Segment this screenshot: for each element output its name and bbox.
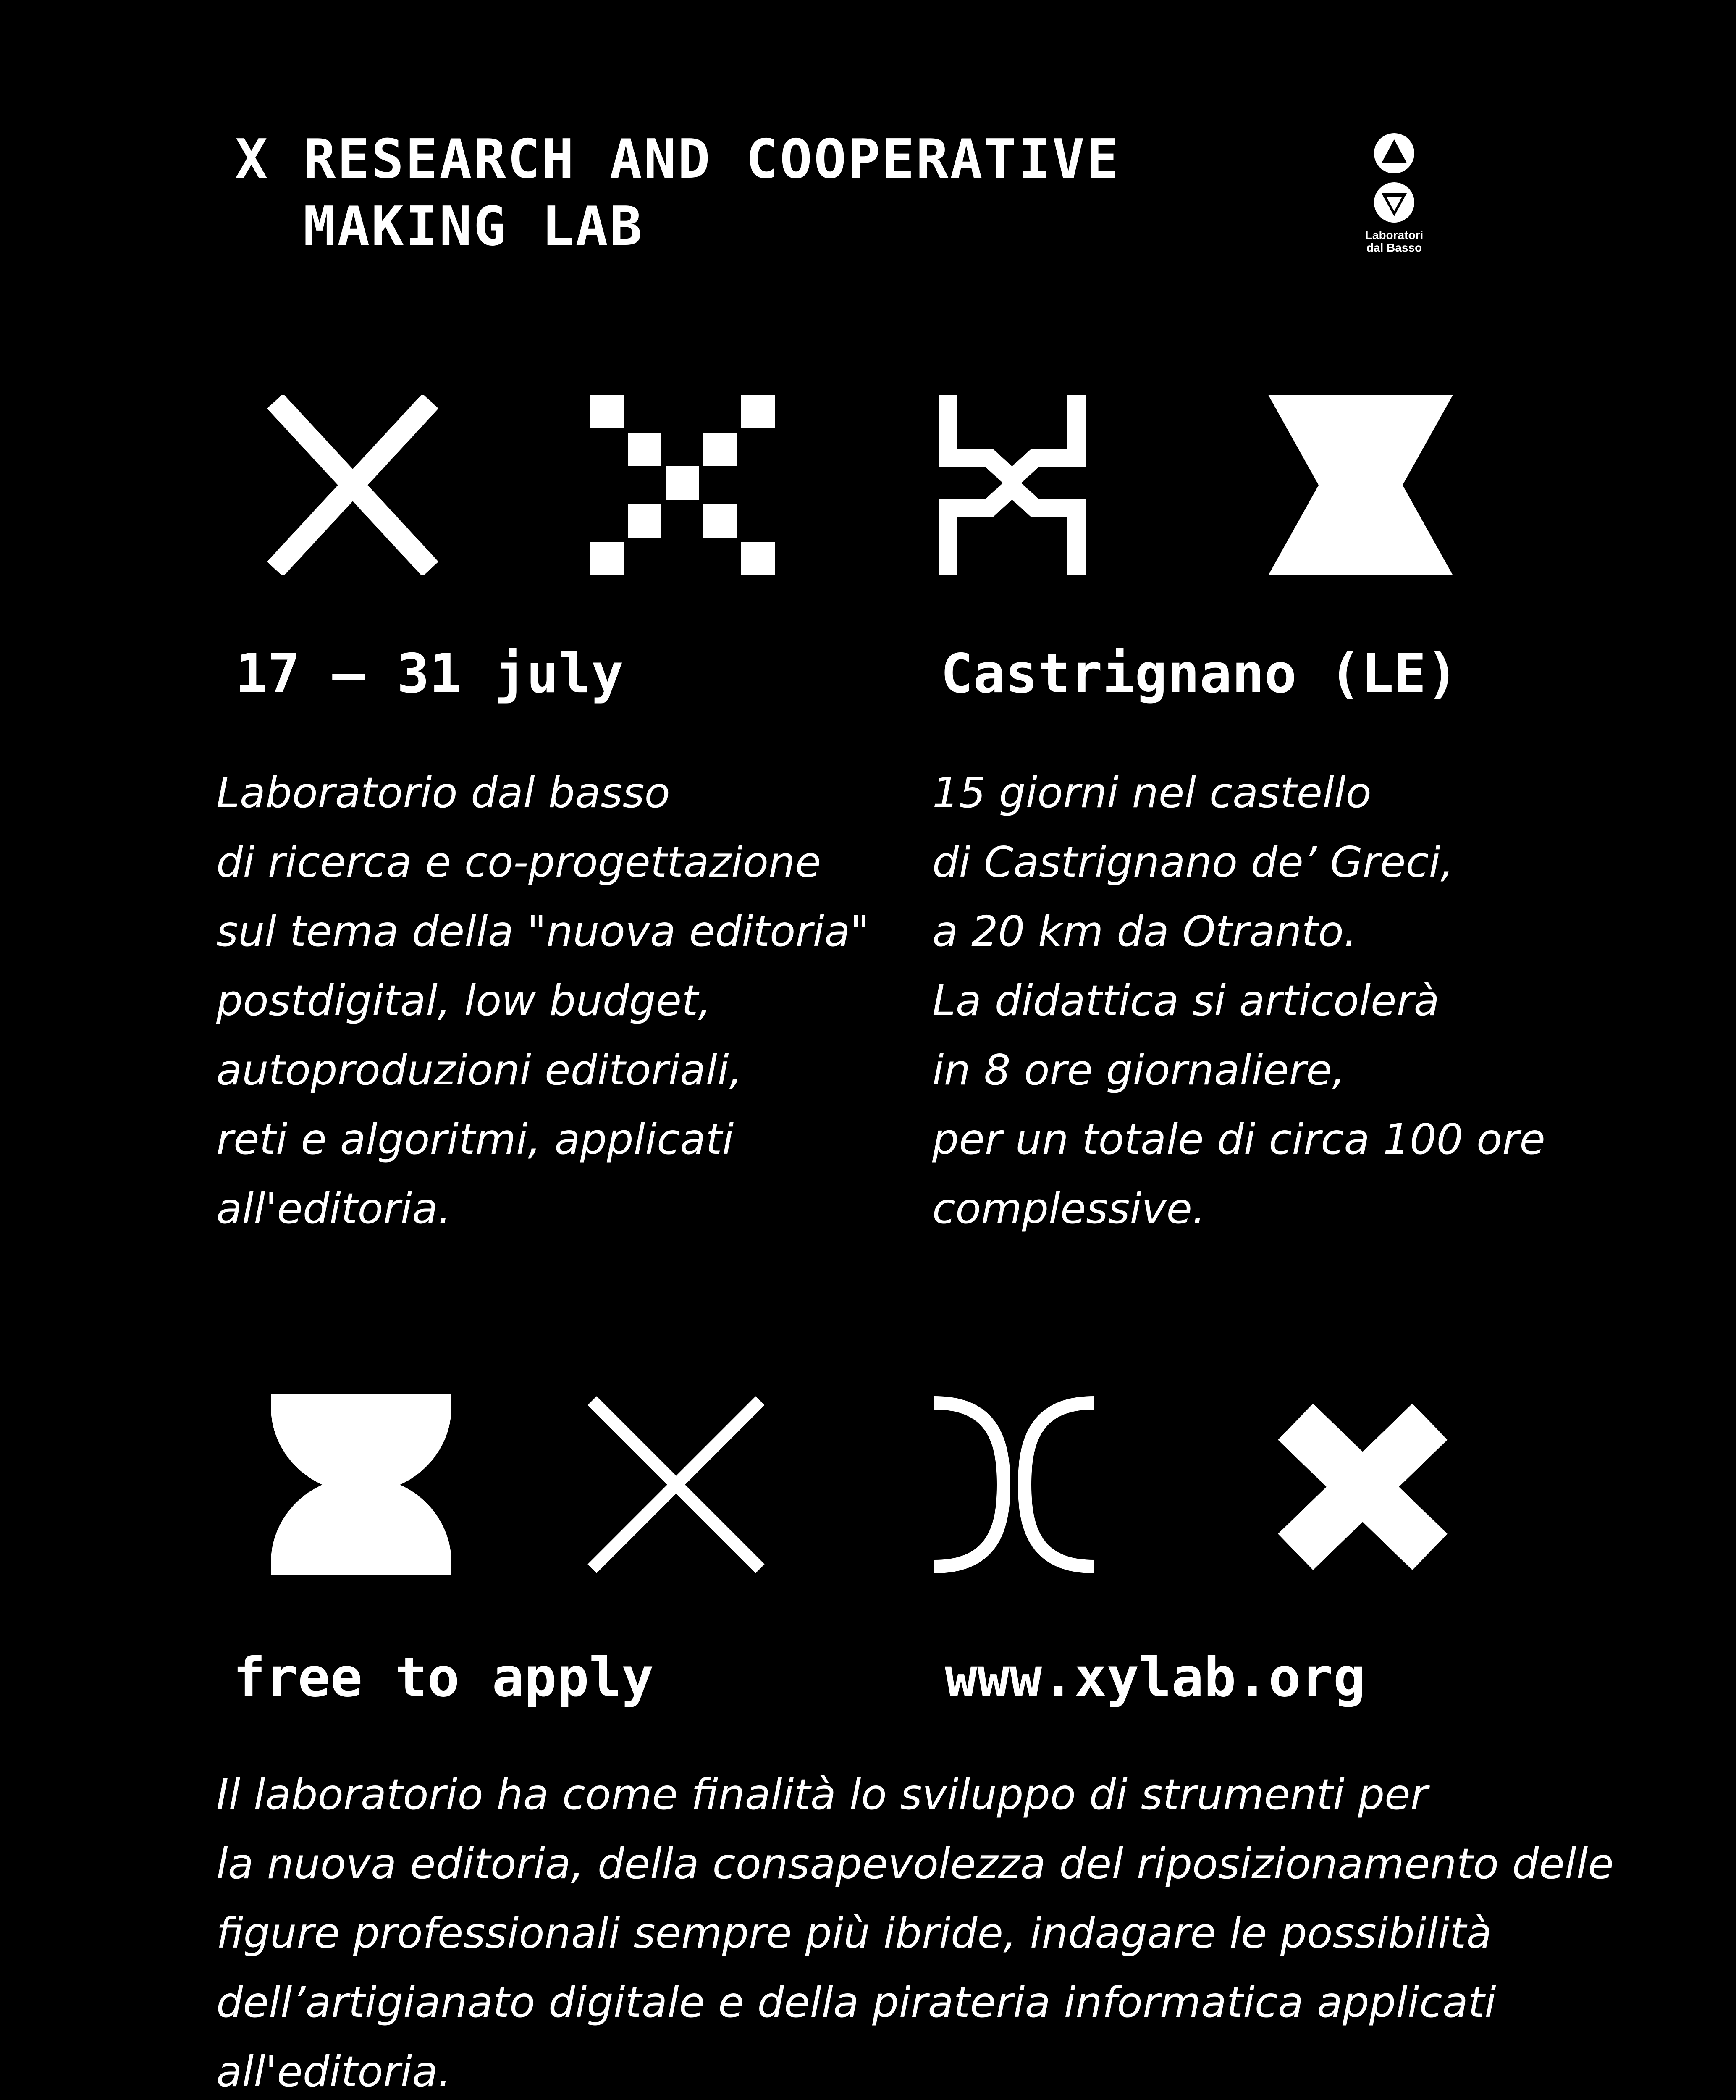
text-line: complessive.	[932, 1184, 1206, 1233]
description-left	[216, 758, 869, 1243]
text-line: Il laboratorio ha come finalità lo sviluppo di strumenti per	[216, 1770, 1428, 1819]
text-line: postdigital, low budget,	[216, 976, 712, 1025]
logo-caption-line-1: Laboratori	[1365, 228, 1424, 242]
text-line: dell’artigianato digitale e della pirateria informatica applicati	[216, 1978, 1496, 2027]
text-line: La didattica si articolerà	[932, 976, 1440, 1025]
date-heading: 17 – 31 july	[235, 643, 624, 705]
text-line: figure professionali sempre più ibride, indagare le possibilità	[216, 1908, 1492, 1958]
description-right	[932, 758, 1545, 1243]
text-line: sul tema della "nuova editoria"	[216, 907, 870, 956]
website-link[interactable]: www.xylab.org	[945, 1646, 1366, 1709]
pixel-x-glyph-icon	[590, 395, 775, 575]
text-line: la nuova editoria, della consapevolezza del riposizionamento delle	[216, 1839, 1614, 1888]
description-bottom	[216, 1760, 1614, 2100]
bracket-x-glyph-icon	[939, 395, 1086, 575]
text-line: in 8 ore giornaliere,	[932, 1045, 1345, 1095]
text-line: Laboratorio dal basso	[216, 768, 670, 817]
text-line: a 20 km da Otranto.	[932, 907, 1357, 956]
title-line-1: X RESEARCH AND COOPERATIVE	[235, 128, 1120, 191]
text-line: per un totale di circa 100 ore	[932, 1115, 1545, 1164]
text-line: di Castrignano de’ Greci,	[932, 837, 1454, 887]
thin-x-glyph-icon	[586, 1394, 766, 1575]
logo-caption-line-2: dal Basso	[1366, 241, 1422, 254]
semicircles-glyph-icon	[271, 1394, 451, 1575]
curved-x-glyph-icon	[932, 1394, 1096, 1575]
text-line: all'editoria.	[216, 1184, 451, 1233]
triangles-logo-icon	[1361, 130, 1428, 227]
text-line: all'editoria.	[216, 2047, 451, 2096]
title-line-2: MAKING LAB	[235, 195, 644, 258]
hourglass-glyph-icon	[1268, 395, 1453, 575]
x-glyph-icon	[260, 395, 445, 575]
text-line: 15 giorni nel castello	[932, 768, 1371, 817]
bold-x-glyph-icon	[1272, 1401, 1453, 1573]
text-line: autoproduzioni editoriali,	[216, 1045, 742, 1095]
page-title	[235, 126, 1120, 260]
apply-heading: free to apply	[233, 1646, 654, 1709]
laboratori-dal-basso-logo	[1361, 130, 1428, 265]
place-heading: Castrignano (LE)	[941, 643, 1458, 705]
text-line: di ricerca e co-progettazione	[216, 837, 821, 887]
text-line: reti e algoritmi, applicati	[216, 1115, 734, 1164]
